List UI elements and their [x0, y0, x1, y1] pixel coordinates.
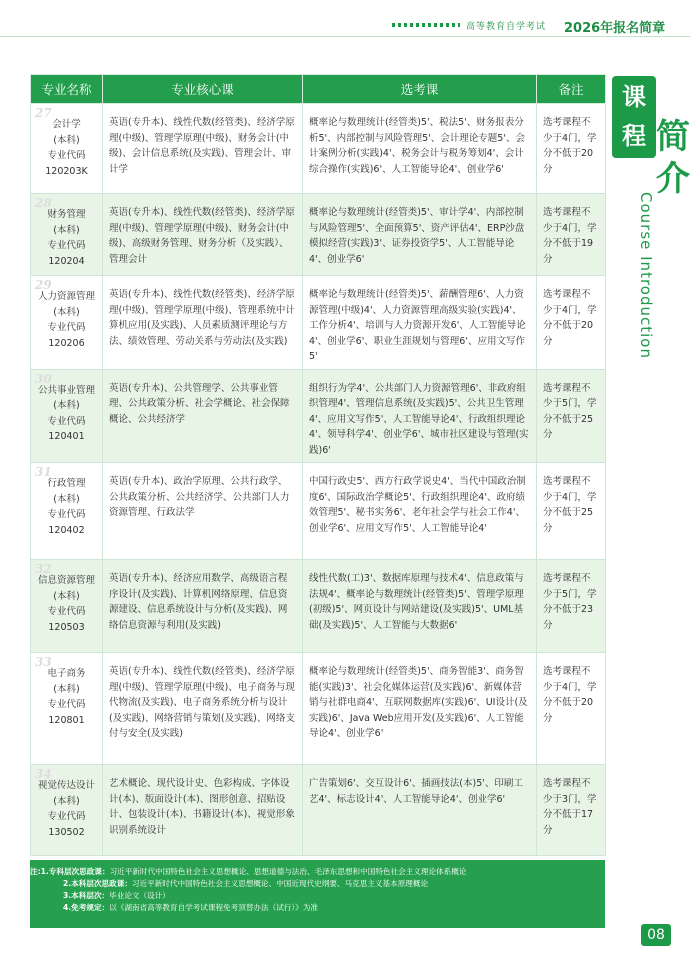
major-level: (本科): [53, 683, 80, 695]
page-header: [392, 20, 678, 36]
side-char-ke: 课: [622, 83, 646, 111]
core-courses-cell: 英语(专升本)、线性代数(经管类)、经济学原理(中级)、管理学原理(中级)、财务会计(中级)、会计信息系统(及实践)、管理会计、审计学: [103, 104, 303, 194]
major-code-label: 专业代码: [47, 240, 86, 251]
remarks-cell: 选考课程不少于4门，学分不低于20分: [537, 653, 606, 765]
row-index: 28: [35, 196, 52, 210]
row-index: 27: [35, 106, 52, 120]
major-code: 120401: [48, 431, 85, 442]
row-index: 30: [35, 371, 52, 386]
remarks-cell: 选考课程不少于4门，学分不低于20分: [537, 276, 606, 370]
header-divider: [0, 36, 690, 37]
note-line: [30, 902, 605, 914]
note-label: 3.本科层次：: [63, 891, 110, 900]
table-row: [31, 560, 606, 653]
table-header-row: [31, 75, 606, 104]
header-title: 2026年报名简章: [564, 21, 666, 36]
remarks-cell: 选考课程不少于4门，学分不低于19分: [537, 194, 606, 276]
remarks-cell: 选考课程不少于3门，学分不低于17分: [537, 765, 606, 856]
notes-prefix: 注:: [30, 867, 41, 876]
note-text: 习近平新时代中国特色社会主义思想概论、中国近现代史纲要、马克思主义基本原理概论: [131, 879, 429, 888]
header-elective-courses: 选考课: [303, 75, 537, 104]
remarks-cell: 选考课程不少于5门，学分不低于25分: [537, 369, 606, 463]
note-label: 1.专科层次思政课：: [40, 867, 110, 876]
remarks-cell: 选考课程不少于5门，学分不低于23分: [537, 560, 606, 653]
major-level: (本科): [53, 795, 80, 807]
elective-courses-cell: 概率论与数理统计(经管类)5'、审计学4'、内部控制与风险管理5'、全面预算5'、资产评估4'、ERP沙盘模拟经营(实践)3'、证券投资学5'、人工智能导论4'、创业学6': [303, 194, 537, 276]
table-row: [31, 369, 606, 463]
core-courses-cell: 英语(专升本)、线性代数(经管类)、经济学原理(中级)、管理学原理(中级)、电子商务与现代物流(及实践)、电子商务系统分析与设计(及实践)、网络营销与策划(及实践)、网络支付与安全(及实践): [103, 653, 303, 765]
major-name: 行政管理: [47, 478, 86, 489]
major-code-label: 专业代码: [47, 509, 86, 520]
major-code: 120203K: [45, 165, 88, 177]
major-code-label: 专业代码: [47, 322, 86, 333]
header-core-courses: 专业核心课: [103, 75, 303, 104]
major-cell: [31, 463, 103, 560]
note-text: 习近平新时代中国特色社会主义思想概论、思想道德与法治、毛泽东思想和中国特色社会主义理论体系概论: [109, 867, 467, 876]
note-text: 毕业论文（设计）: [109, 891, 170, 900]
major-code: 120206: [48, 337, 85, 349]
core-courses-cell: 艺术概论、现代设计史、色彩构成、字体设计(本)、版面设计(本)、图形创意、招贴设计、包装设计(本)、书籍设计(本)、视觉形象识别系统设计: [103, 765, 303, 856]
page-number: 08: [641, 924, 671, 946]
major-code: 120402: [48, 524, 85, 536]
major-code-label: 专业代码: [47, 606, 86, 617]
header-major: 专业名称: [31, 75, 103, 104]
core-courses-cell: 英语(专升本)、政治学原理、公共行政学、公共政策分析、公共经济学、公共部门人力资源管理、行政法学: [103, 463, 303, 560]
header-subtitle: 高等教育自学考试: [466, 22, 547, 32]
major-level: (本科): [53, 493, 80, 505]
row-index: 33: [35, 655, 52, 669]
side-char-jian: 简: [656, 117, 690, 157]
elective-courses-cell: 中国行政史5'、西方行政学说史4'、当代中国政治制度6'、国际政治学概论5'、行政组织理论4'、政府绩效管理5'、秘书实务6'、老年社会学与社会工作4'、创业学6'、应用文写作5'、人工智能导论4': [303, 463, 537, 560]
major-code: 120204: [48, 255, 85, 267]
major-level: (本科): [53, 134, 80, 146]
elective-courses-cell: 组织行为学4'、公共部门人力资源管理6'、非政府组织管理4'、管理信息系统(及实践)5'、公共卫生管理4'、应用文写作5'、人工智能导论4'、行政组织理论4'、领导科学4'、创业学6'、城市社区建设与管理(实践)6': [303, 369, 537, 463]
side-title-jianjie: [656, 116, 690, 200]
major-level: (本科): [53, 400, 80, 411]
major-name: 电子商务: [47, 668, 86, 679]
elective-courses-cell: 广告策划6'、交互设计6'、插画技法(本)5'、印刷工艺4'、标志设计4'、人工智能导论4'、创业学6': [303, 765, 537, 856]
major-cell: [31, 369, 103, 463]
header-dots-decoration: [392, 23, 460, 27]
row-index: 32: [35, 562, 52, 576]
major-code: 120801: [48, 714, 85, 726]
note-label: 4.免考规定：: [63, 903, 110, 912]
course-table: [30, 74, 606, 856]
table-row: [31, 653, 606, 765]
side-char-jie: 介: [656, 159, 690, 199]
table-row: [31, 765, 606, 856]
row-index: 31: [35, 465, 52, 479]
major-level: (本科): [53, 224, 80, 236]
major-name: 人力资源管理: [37, 291, 95, 302]
major-code-label: 专业代码: [47, 415, 86, 427]
core-courses-cell: 英语(专升本)、经济应用数学、高级语言程序设计(及实践)、计算机网络原理、信息资源建设、信息系统设计与分析(及实践)、网络信息资源与利用(及实践): [103, 560, 303, 653]
header-remarks: 备注: [537, 75, 606, 104]
table-row: [31, 463, 606, 560]
elective-courses-cell: 概率论与数理统计(经管类)5'、税法5'、财务报表分析5'、内部控制与风险管理5'、会计理论专题5'、会计案例分析(实践)4'、税务会计与税务筹划4'、会计综合操作(实践)6'、人工智能导论4'、创业学6': [303, 104, 537, 194]
major-cell: [31, 765, 103, 856]
major-cell: [31, 276, 103, 370]
remarks-cell: 选考课程不少于4门，学分不低于20分: [537, 104, 606, 194]
remarks-cell: 选考课程不少于4门，学分不低于25分: [537, 463, 606, 560]
major-name: 公共事业管理: [37, 384, 95, 396]
major-code-label: 专业代码: [47, 699, 86, 710]
major-name: 信息资源管理: [37, 575, 95, 586]
major-name: 会计学: [52, 119, 81, 130]
row-index: 34: [35, 767, 52, 781]
major-code: 120503: [48, 621, 85, 633]
major-level: (本科): [53, 590, 80, 602]
major-name: 财务管理: [47, 209, 86, 220]
side-title-english: Course Introduction: [637, 192, 655, 359]
note-label: 2.本科层次思政课：: [63, 879, 132, 888]
side-char-cheng: 程: [622, 122, 646, 150]
note-line: [30, 866, 605, 878]
table-row: [31, 194, 606, 276]
elective-courses-cell: 线性代数(工)3'、数据库原理与技术4'、信息政策与法规4'、概率论与数理统计(经管类)5'、管理学原理(初级)5'、网页设计与网站建设(及实践)5'、UML基础(及实践)5'、人工智能与大数据6': [303, 560, 537, 653]
major-code-label: 专业代码: [47, 811, 86, 822]
major-cell: [31, 653, 103, 765]
core-courses-cell: 英语(专升本)、线性代数(经管类)、经济学原理(中级)、管理学原理(中级)、管理系统中计算机应用(及实践)、人员素质测评理论与方法、绩效管理、劳动关系与劳动法(及实践): [103, 276, 303, 370]
major-name: 视觉传达设计: [37, 780, 95, 791]
major-cell: [31, 560, 103, 653]
major-cell: [31, 194, 103, 276]
notes-box: [30, 860, 605, 928]
core-courses-cell: 英语(专升本)、公共管理学、公共事业管理、公共政策分析、社会学概论、社会保障概论、公共经济学: [103, 369, 303, 463]
note-text: 以《湖南省高等教育自学考试课程免考顶替办法（试行）》为准: [109, 903, 318, 912]
major-level: (本科): [53, 306, 80, 318]
row-index: 29: [35, 278, 52, 292]
major-code-label: 专业代码: [47, 150, 86, 161]
note-line: [30, 878, 605, 890]
table-row: [31, 104, 606, 194]
side-title-kecheng: [616, 78, 652, 156]
note-line: [30, 890, 605, 902]
core-courses-cell: 英语(专升本)、线性代数(经管类)、经济学原理(中级)、管理学原理(中级)、财务会计(中级)、高级财务管理、财务分析（及实践）、管理会计: [103, 194, 303, 276]
major-code: 130502: [48, 826, 85, 838]
elective-courses-cell: 概率论与数理统计(经管类)5'、薪酬管理6'、人力资源管理(中级)4'、人力资源管理高级实验(实践)4'、工作分析4'、培训与人力资源开发6'、人工智能导论4'、创业学6'、职业生涯规划与管理6'、应用文写作5': [303, 276, 537, 370]
major-cell: [31, 104, 103, 194]
table-row: [31, 276, 606, 370]
elective-courses-cell: 概率论与数理统计(经管类)5'、商务智能3'、商务智能(实践)3'、社会化媒体运营(及实践)6'、新媒体营销与社群电商4'、互联网数据库(实践)6'、UI设计(及实践)6'、Java Web应用开发(及实践)6'、人工智能导论4'、创业学6': [303, 653, 537, 765]
